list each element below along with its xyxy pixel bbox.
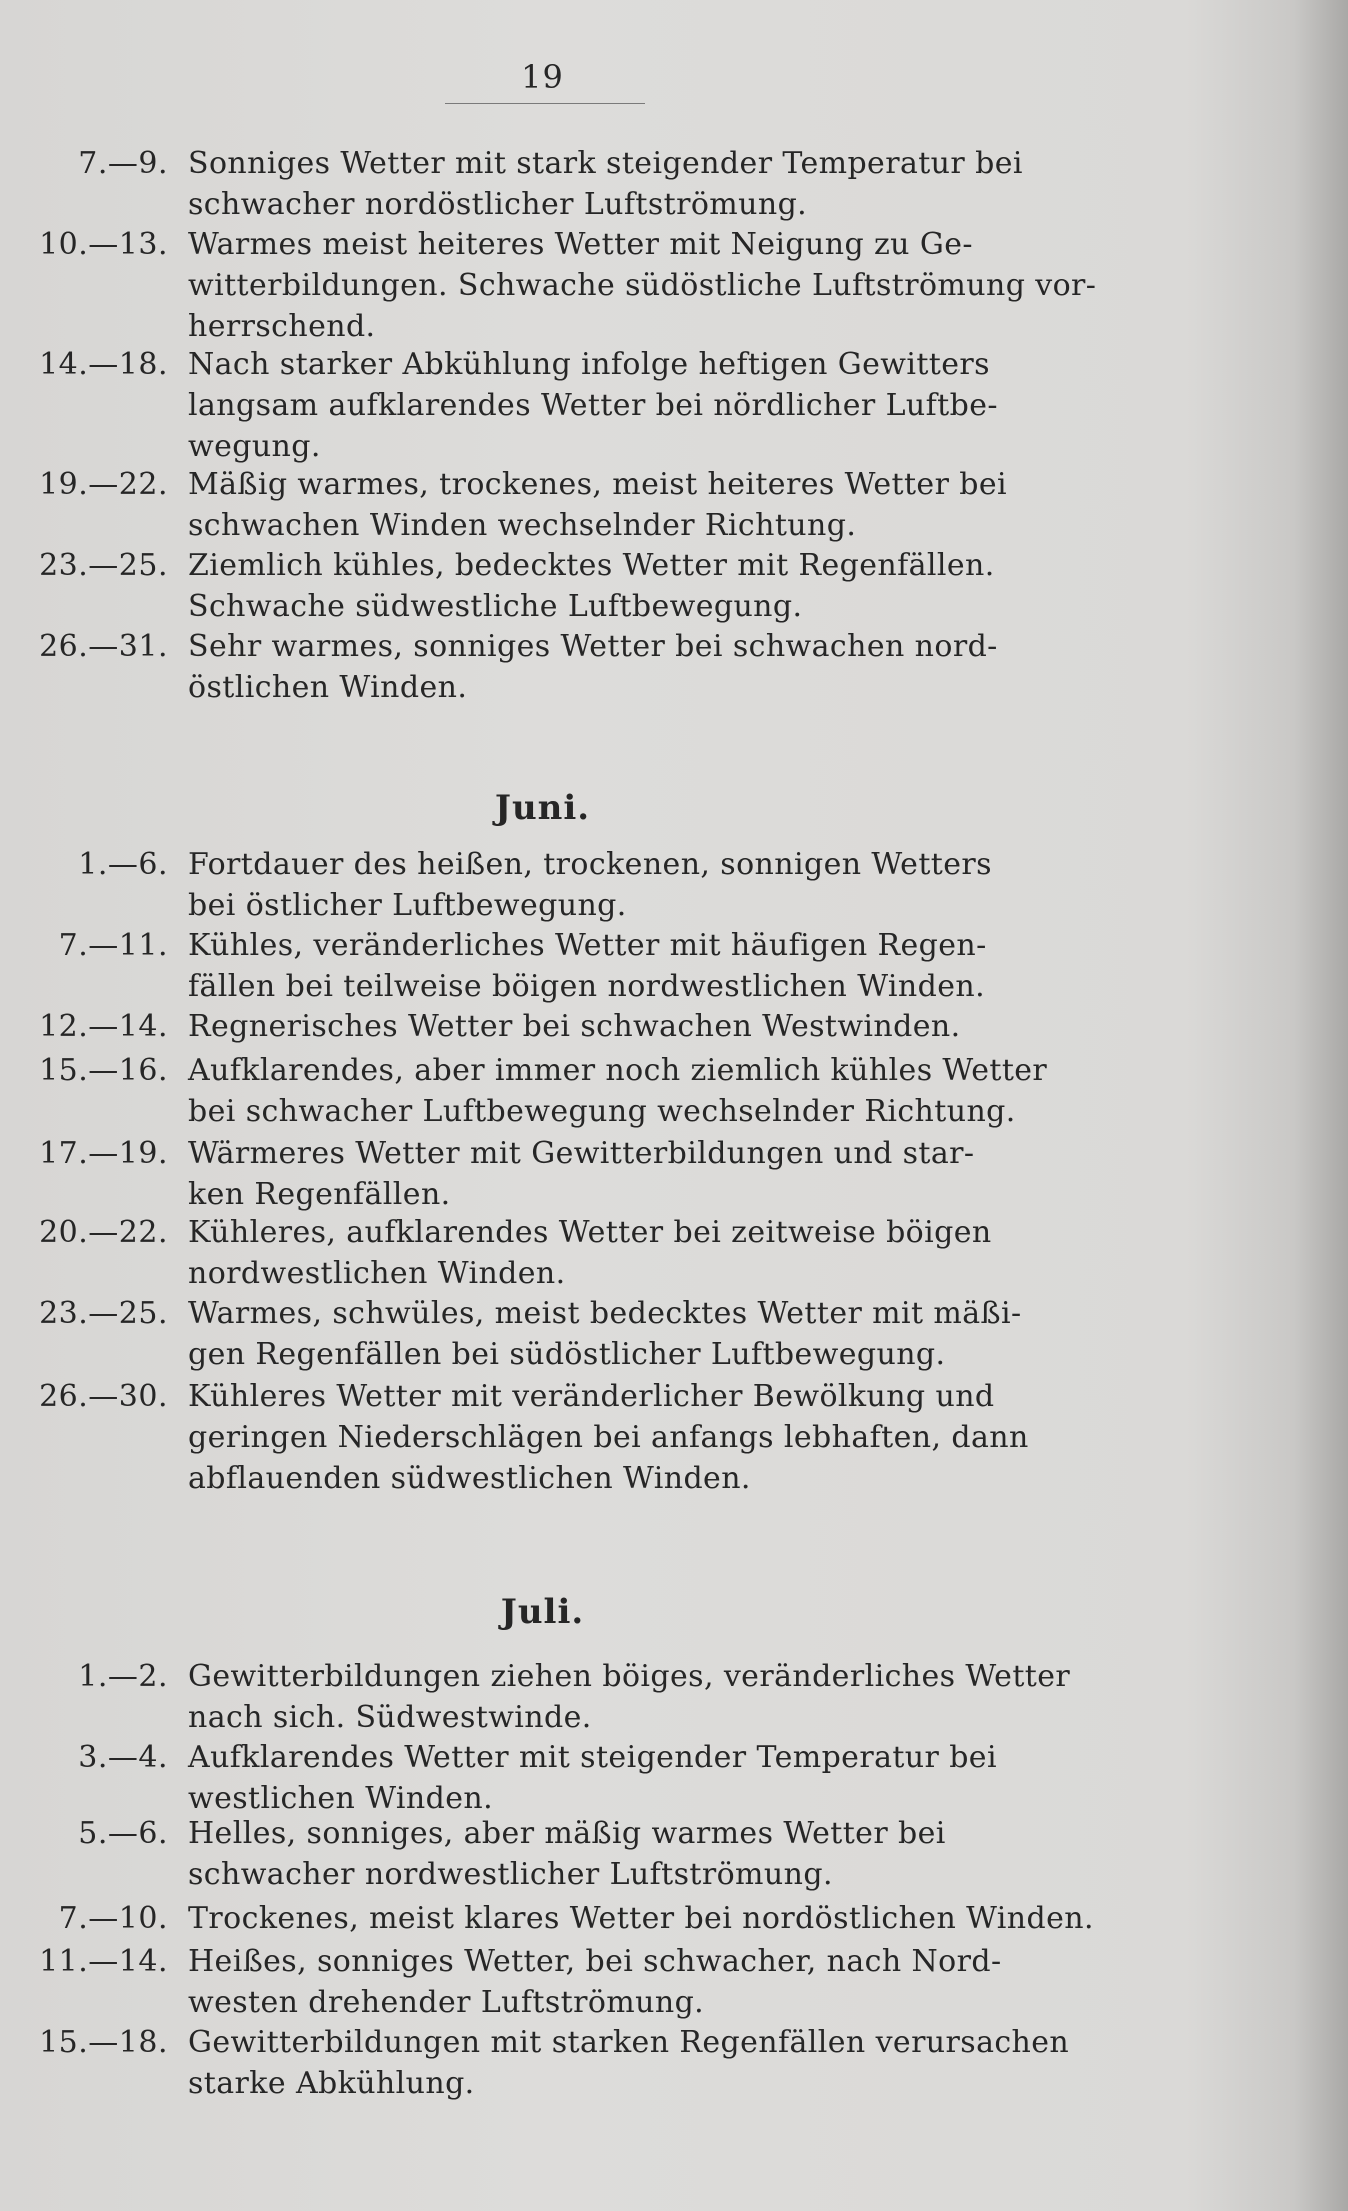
entry-date: 1.—6. <box>78 847 168 882</box>
entry-line: Aufklarendes Wetter mit steigender Temperatur bei <box>188 1740 997 1775</box>
entry-text <box>188 545 1088 627</box>
entry-line: fällen bei teilweise böigen nordwestlichen Winden. <box>188 969 986 1004</box>
entry-text <box>188 224 1097 347</box>
entry-date: 23.—25. <box>39 1296 168 1331</box>
entry-line: Warmes meist heiteres Wetter mit Neigung zu Ge- <box>188 227 973 262</box>
entry-line: Helles, sonniges, aber mäßig warmes Wetter bei <box>188 1816 946 1851</box>
entry-date: 7.—9. <box>78 146 168 181</box>
entry-line: Fortdauer des heißen, trockenen, sonnigen Wetters <box>188 847 992 882</box>
entry-text <box>188 1941 1088 2023</box>
entry-date: 20.—22. <box>39 1215 168 1250</box>
entry-line: Ziemlich kühles, bedecktes Wetter mit Regenfällen. <box>188 548 995 583</box>
entry-date: 7.—10. <box>58 1901 168 1936</box>
entry-line: gen Regenfällen bei südöstlicher Luftbewegung. <box>188 1337 946 1372</box>
entry-line: Mäßig warmes, trockenes, meist heiteres Wetter bei <box>188 467 1008 502</box>
entry-line: westlichen Winden. <box>188 1781 494 1816</box>
entry-text <box>188 2022 1088 2104</box>
entry-date: 3.—4. <box>78 1740 168 1775</box>
entry-text <box>188 143 1088 225</box>
entry-line: Kühles, veränderliches Wetter mit häufigen Regen- <box>188 928 987 963</box>
entry-text <box>188 344 1088 467</box>
entry-line: Wärmeres Wetter mit Gewitterbildungen und star- <box>188 1136 975 1171</box>
entry-text <box>188 925 1088 1007</box>
entry-line: abflauenden südwestlichen Winden. <box>188 1461 751 1496</box>
entry-date: 23.—25. <box>39 548 168 583</box>
header-rule <box>445 103 645 104</box>
entry-line: schwacher nordöstlicher Luftströmung. <box>188 187 808 222</box>
entry-line: wegung. <box>188 429 321 464</box>
entry-line: bei östlicher Luftbewegung. <box>188 888 627 923</box>
month-heading: Juli. <box>500 1592 585 1632</box>
entry-line: Schwache südwestliche Luftbewegung. <box>188 589 803 624</box>
entry-line: starke Abkühlung. <box>188 2066 475 2101</box>
entry-text <box>188 1133 1088 1215</box>
entry-date: 26.—31. <box>39 629 168 664</box>
entry-date: 1.—2. <box>78 1659 168 1694</box>
entry-line: Sonniges Wetter mit stark steigender Temperatur bei <box>188 146 1023 181</box>
entry-date: 10.—13. <box>39 227 168 262</box>
entry-date: 11.—14. <box>39 1944 168 1979</box>
entry-line: Kühleres Wetter mit veränderlicher Bewölkung und <box>188 1379 995 1414</box>
entry-line: Gewitterbildungen mit starken Regenfällen verursachen <box>188 2025 1070 2060</box>
entry-line: schwacher nordwestlicher Luftströmung. <box>188 1857 833 1892</box>
entry-line: Gewitterbildungen ziehen böiges, veränderliches Wetter <box>188 1659 1071 1694</box>
entry-line: Nach starker Abkühlung infolge heftigen Gewitters <box>188 347 990 382</box>
entry-date: 15.—18. <box>39 2025 168 2060</box>
entry-text <box>188 1656 1088 1738</box>
entry-line: Kühleres, aufklarendes Wetter bei zeitweise böigen <box>188 1215 992 1250</box>
page-number: 19 <box>521 58 564 96</box>
entry-line: schwachen Winden wechselnder Richtung. <box>188 508 857 543</box>
entry-line: langsam aufklarendes Wetter bei nördlicher Luftbe- <box>188 388 998 423</box>
entry-text <box>188 464 1088 546</box>
entry-line: westen drehender Luftströmung. <box>188 1985 705 2020</box>
entry-line: Heißes, sonniges Wetter, bei schwacher, nach Nord- <box>188 1944 1002 1979</box>
entry-line: bei schwacher Luftbewegung wechselnder Richtung. <box>188 1094 1016 1129</box>
entry-date: 5.—6. <box>78 1816 168 1851</box>
entry-line: geringen Niederschlägen bei anfangs lebhaften, dann <box>188 1420 1029 1455</box>
entry-date: 12.—14. <box>39 1009 168 1044</box>
entry-date: 17.—19. <box>39 1136 168 1171</box>
entry-line: nach sich. Südwestwinde. <box>188 1700 592 1735</box>
entry-line: ken Regenfällen. <box>188 1177 451 1212</box>
entry-text <box>188 1006 1088 1047</box>
entry-date: 15.—16. <box>39 1053 168 1088</box>
entry-date: 14.—18. <box>39 347 168 382</box>
entry-text <box>188 1813 1088 1895</box>
entry-text <box>188 1898 1094 1939</box>
month-heading: Juni. <box>494 788 591 828</box>
entry-date: 26.—30. <box>39 1379 168 1414</box>
entry-line: witterbildungen. Schwache südöstliche Luftströmung vor- <box>188 268 1097 303</box>
entry-line: Trockenes, meist klares Wetter bei nordöstlichen Winden. <box>188 1901 1094 1936</box>
entry-text <box>188 626 1088 708</box>
entry-date: 7.—11. <box>58 928 168 963</box>
entry-text <box>188 844 1088 926</box>
entry-line: Sehr warmes, sonniges Wetter bei schwachen nord- <box>188 629 998 664</box>
entry-line: Warmes, schwüles, meist bedecktes Wetter mit mäßi- <box>188 1296 1022 1331</box>
entry-text <box>188 1737 1088 1819</box>
entry-text <box>188 1376 1088 1499</box>
entry-date: 19.—22. <box>39 467 168 502</box>
entry-text <box>188 1293 1088 1375</box>
entry-line: herrschend. <box>188 309 376 344</box>
entry-line: nordwestlichen Winden. <box>188 1256 566 1291</box>
entry-text <box>188 1212 1088 1294</box>
entry-line: östlichen Winden. <box>188 670 468 705</box>
entry-line: Regnerisches Wetter bei schwachen Westwinden. <box>188 1009 961 1044</box>
entry-text <box>188 1050 1088 1132</box>
entry-line: Aufklarendes, aber immer noch ziemlich kühles Wetter <box>188 1053 1048 1088</box>
